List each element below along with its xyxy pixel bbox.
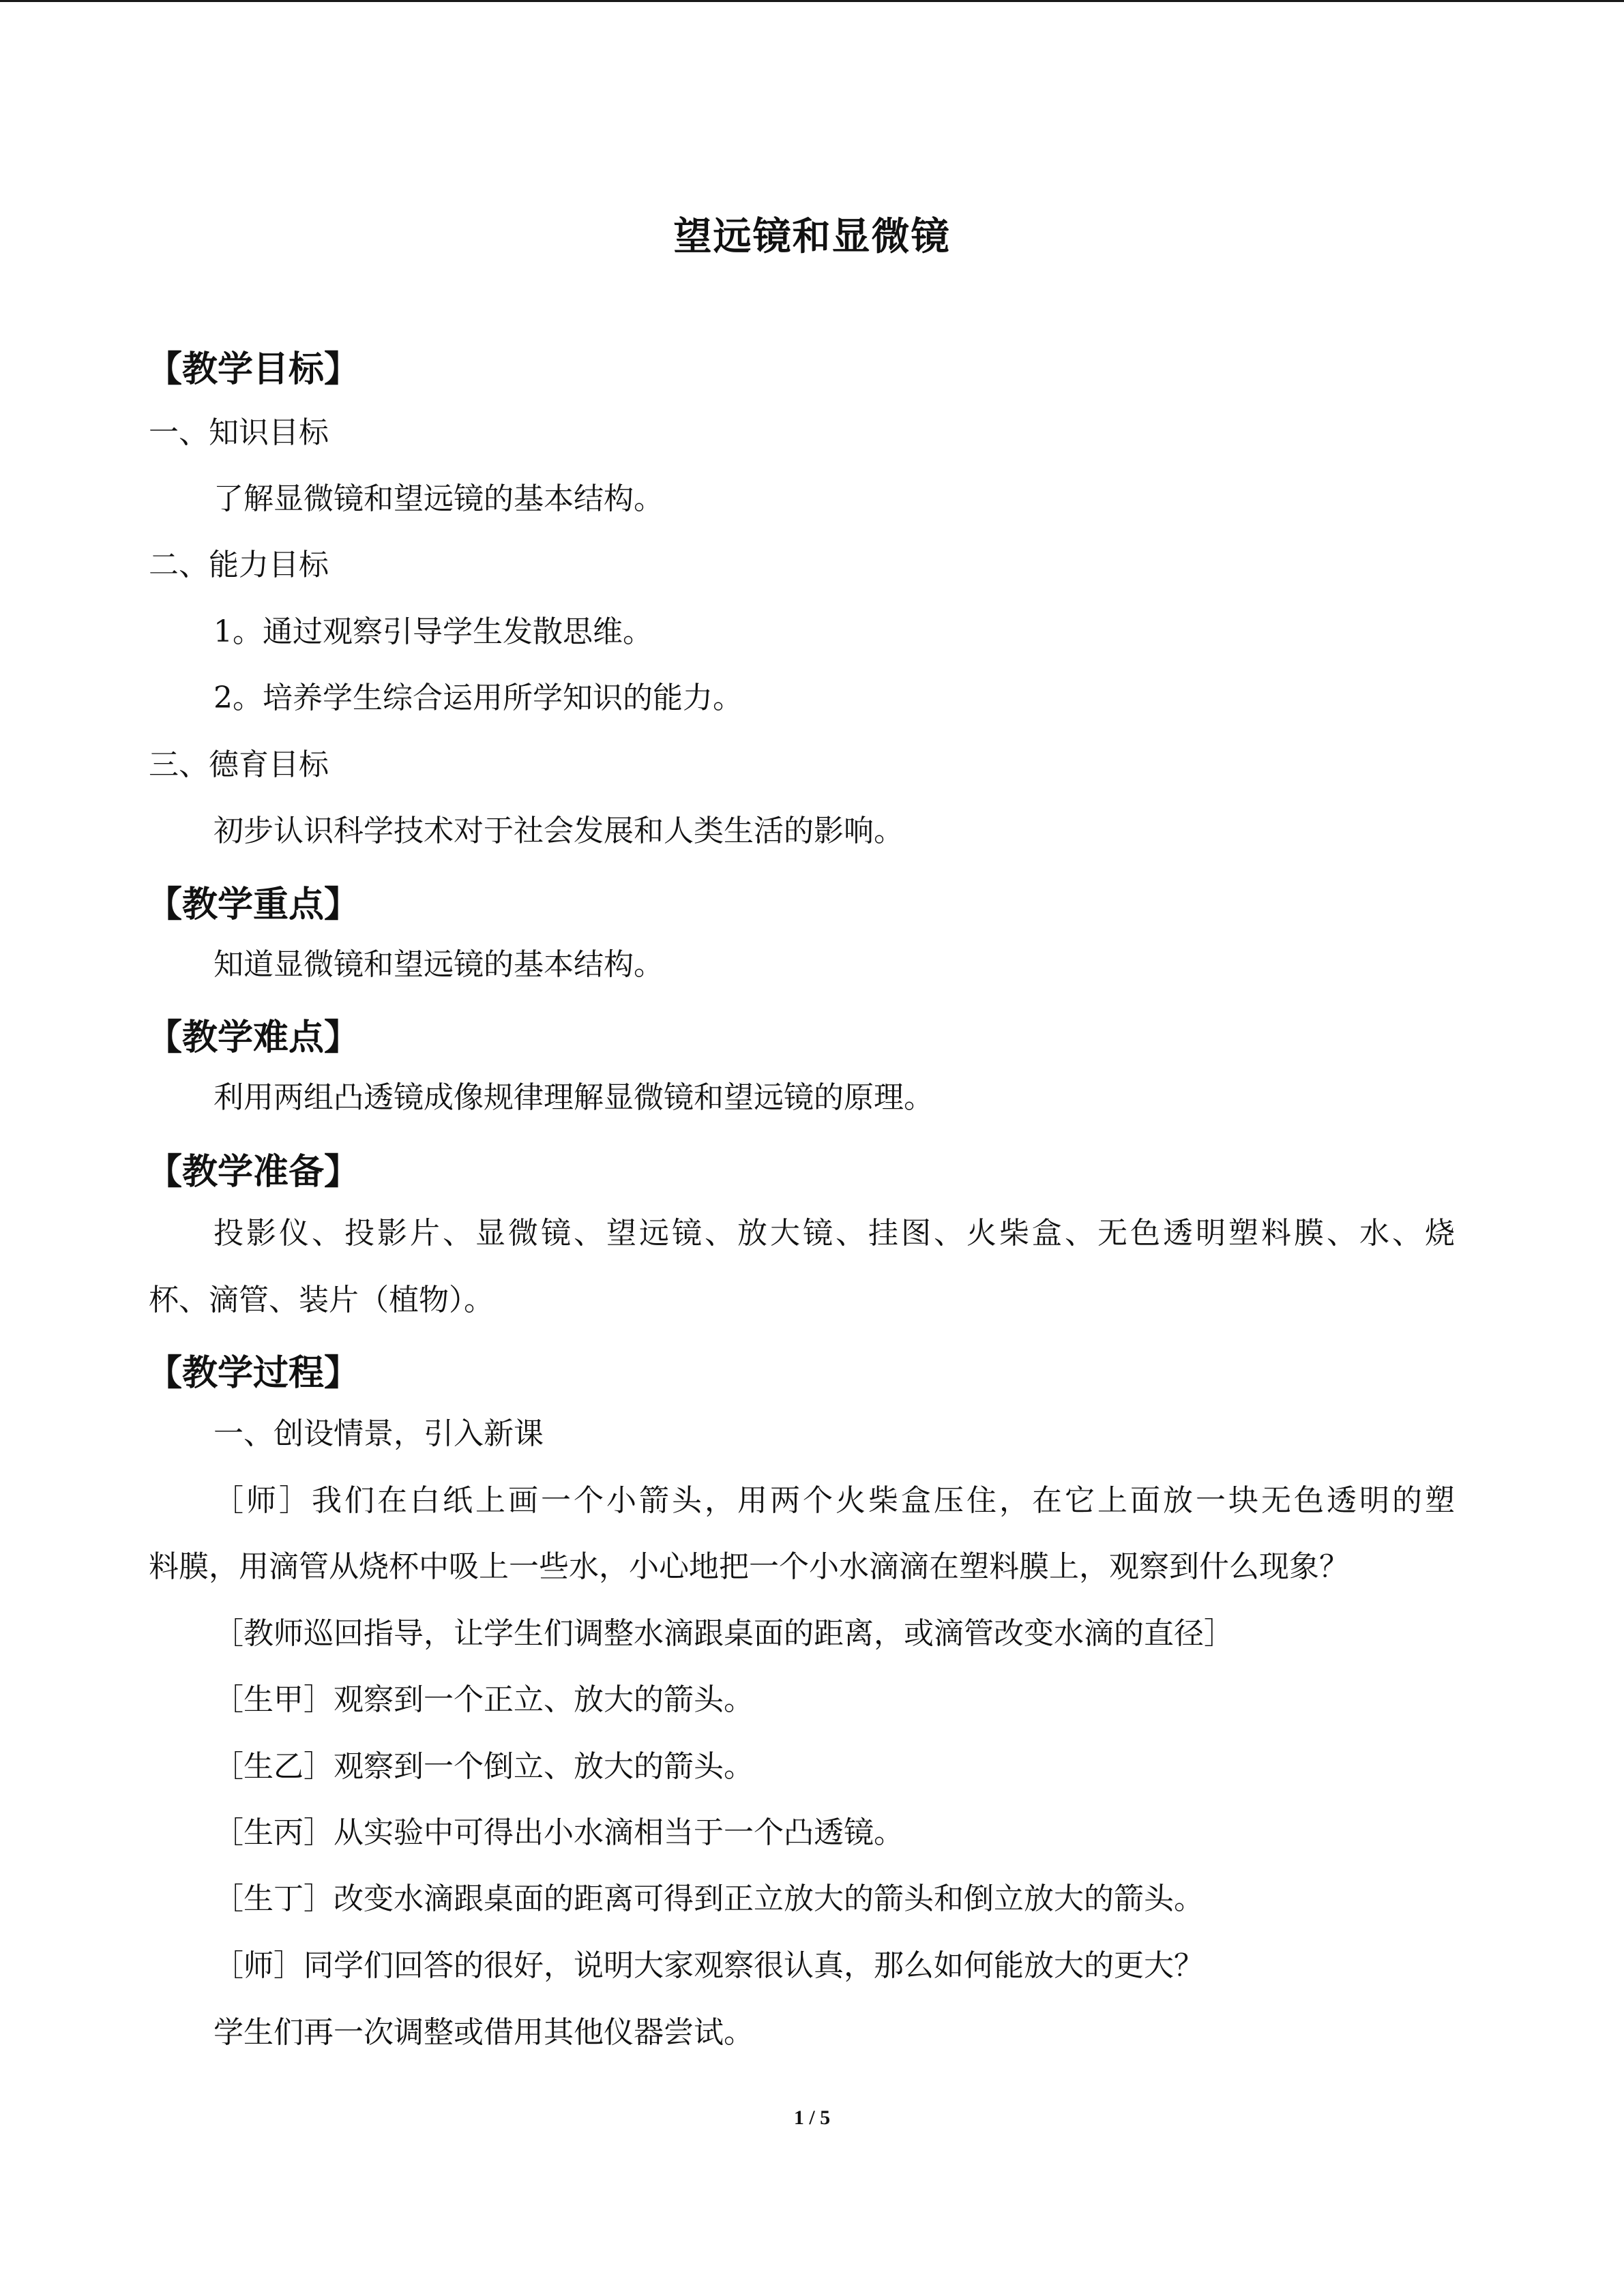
knowledge-goal-text: 了解显微镜和望远镜的基本结构。 xyxy=(213,481,664,516)
ability-goal-item-2: 2。培养学生综合运用所学知识的能力。 xyxy=(213,681,743,715)
process-paragraph-4: ［生乙］观察到一个倒立、放大的箭头。 xyxy=(213,1749,754,1784)
moral-goal-title: 三、德育目标 xyxy=(149,747,329,782)
knowledge-goal-title: 一、知识目标 xyxy=(149,415,329,450)
moral-goal-text: 初步认识科学技术对于社会发展和人类生活的影响。 xyxy=(213,814,904,848)
preparation-text-line-1: 投影仪、投影片、显微镜、望远镜、放大镜、挂图、火柴盒、无色透明塑料膜、水、烧 xyxy=(213,1216,1455,1251)
process-paragraph-7: ［师］同学们回答的很好，说明大家观察很认真，那么如何能放大的更大？ xyxy=(213,1948,1204,1983)
preparation-text-line-2: 杯、滴管、装片（植物）。 xyxy=(149,1283,494,1317)
ability-goal-item-1: 1。通过观察引导学生发散思维。 xyxy=(213,614,653,649)
section-heading-difficulties: 【教学难点】 xyxy=(147,1017,360,1058)
process-paragraph-1-line-1: ［师］我们在白纸上画一个小箭头，用两个火柴盒压住，在它上面放一块无色透明的塑 xyxy=(213,1483,1455,1518)
ability-goal-title: 二、能力目标 xyxy=(149,548,329,582)
section-heading-process: 【教学过程】 xyxy=(147,1353,360,1394)
section-heading-preparation: 【教学准备】 xyxy=(147,1152,360,1193)
difficulties-text: 利用两组凸透镜成像规律理解显微镜和望远镜的原理。 xyxy=(213,1080,934,1115)
process-step-1-title: 一、创设情景，引入新课 xyxy=(213,1416,544,1451)
process-paragraph-8: 学生们再一次调整或借用其他仪器尝试。 xyxy=(213,2015,754,2050)
process-paragraph-1-line-2: 料膜，用滴管从烧杯中吸上一些水，小心地把一个小水滴滴在塑料膜上，观察到什么现象？ xyxy=(149,1549,1349,1584)
key-points-text: 知道显微镜和望远镜的基本结构。 xyxy=(213,947,664,982)
section-heading-key-points: 【教学重点】 xyxy=(147,884,360,925)
process-paragraph-2: ［教师巡回指导，让学生们调整水滴跟桌面的距离，或滴管改变水滴的直径］ xyxy=(213,1616,1234,1651)
process-paragraph-6: ［生丁］改变水滴跟桌面的距离可得到正立放大的箭头和倒立放大的箭头。 xyxy=(213,1881,1204,1916)
process-paragraph-5: ［生丙］从实验中可得出小水滴相当于一个凸透镜。 xyxy=(213,1815,904,1850)
section-heading-goals: 【教学目标】 xyxy=(147,349,360,390)
page-title: 望远镜和显微镜 xyxy=(673,214,951,259)
page-number: 1 / 5 xyxy=(793,2106,831,2129)
process-paragraph-3: ［生甲］观察到一个正立、放大的箭头。 xyxy=(213,1682,754,1717)
